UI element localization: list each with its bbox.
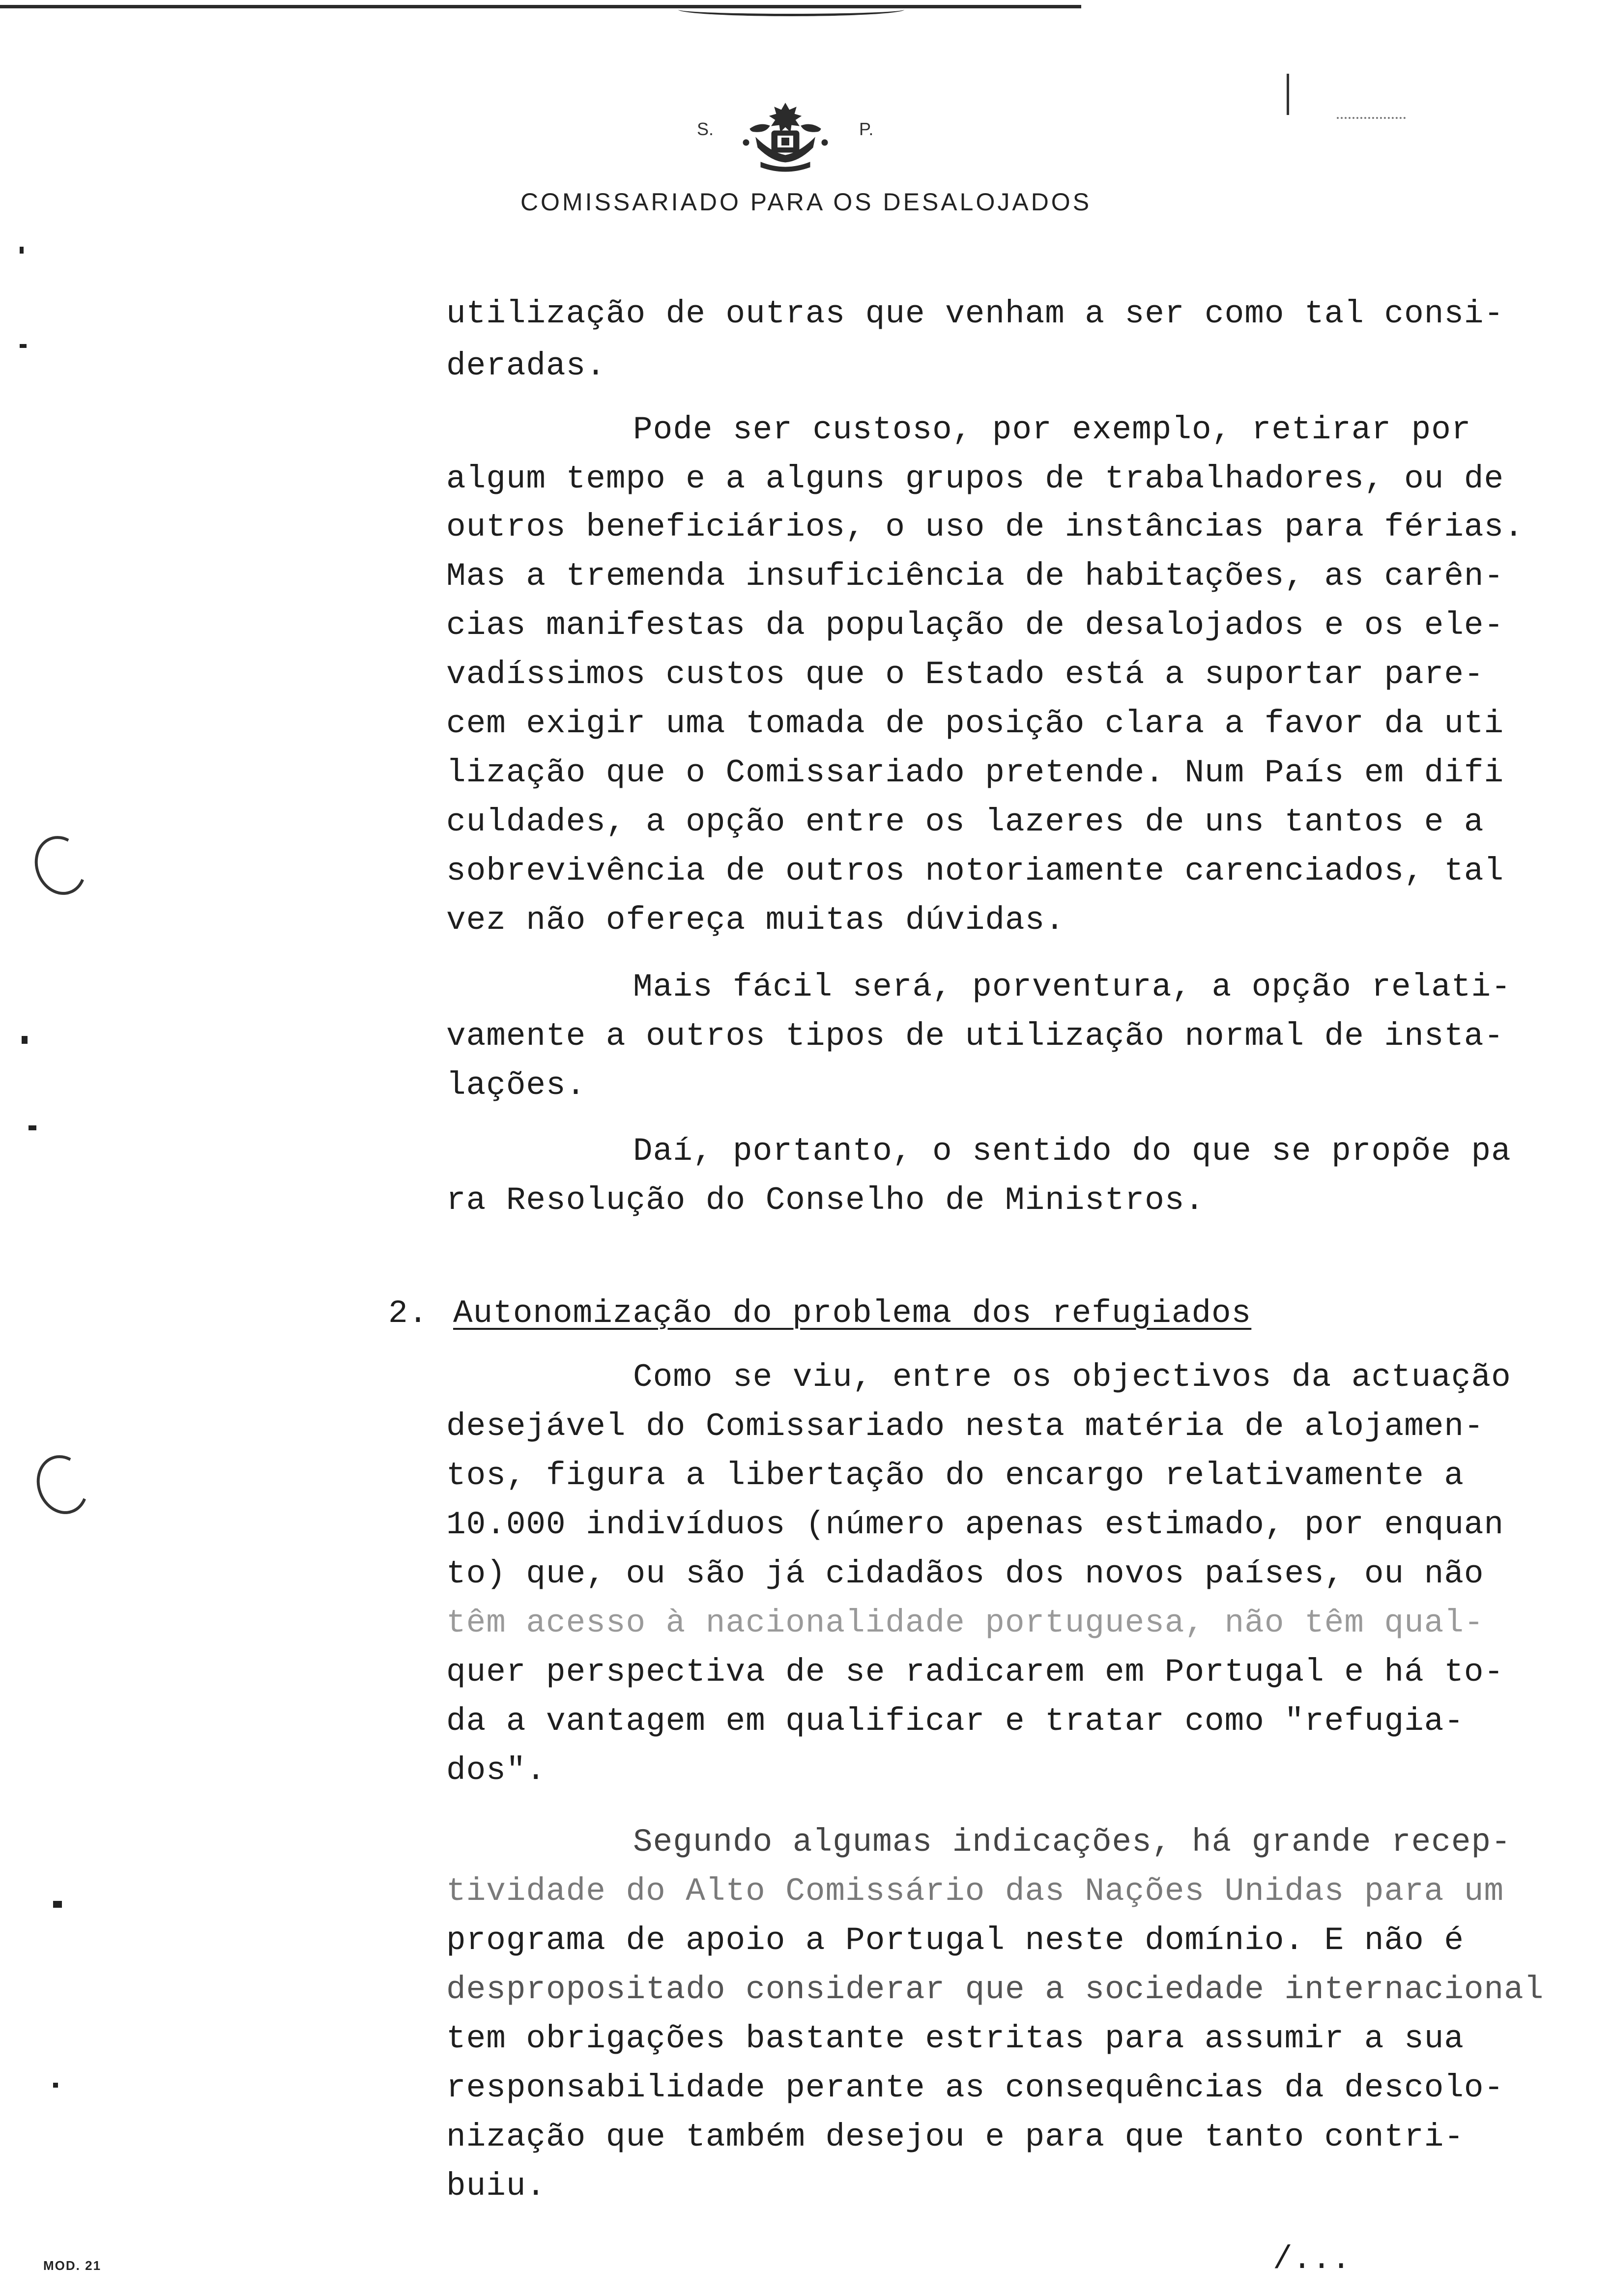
margin-speck <box>29 1125 36 1130</box>
body-line: responsabilidade perante as consequências da descolo- <box>446 2069 1504 2106</box>
margin-speck <box>53 1901 62 1908</box>
body-line: ra Resolução do Conselho de Ministros. <box>446 1182 1205 1219</box>
body-line: vamente a outros tipos de utilização normal de insta- <box>446 1018 1504 1055</box>
top-edge-rule <box>0 5 1081 8</box>
margin-speck <box>53 2083 58 2088</box>
body-line: quer perspectiva de se radicarem em Portugal e há to- <box>446 1654 1504 1691</box>
body-line: lações. <box>446 1067 586 1104</box>
body-line: Daí, portanto, o sentido do que se propõe pa <box>633 1133 1511 1170</box>
form-code: MOD. 21 <box>43 2258 102 2273</box>
body-line: sobrevivência de outros notoriamente carenciados, tal <box>446 853 1504 890</box>
body-line: vez não ofereça muitas dúvidas. <box>446 902 1065 939</box>
margin-hole-punch-arc <box>29 1448 96 1521</box>
margin-speck <box>22 1036 28 1044</box>
continuation-mark: /... <box>1273 2241 1351 2278</box>
margin-speck <box>20 247 24 254</box>
body-line: Mais fácil será, porventura, a opção relati- <box>633 969 1511 1005</box>
body-line: Pode ser custoso, por exemplo, retirar por <box>633 411 1471 448</box>
top-edge-rule-curve <box>678 3 904 16</box>
body-line: Segundo algumas indicações, há grande recep- <box>633 1824 1511 1861</box>
body-line: deradas. <box>446 347 606 384</box>
coat-of-arms-icon <box>726 98 844 177</box>
body-line-faded: têm acesso à nacionalidade portuguesa, não têm qual- <box>446 1605 1484 1641</box>
body-line: nização que também desejou e para que tanto contri- <box>446 2119 1464 2155</box>
body-line: lização que o Comissariado pretende. Num País em difi <box>446 754 1504 791</box>
section-heading: Autonomização do problema dos refugiados <box>453 1295 1252 1332</box>
body-line: cem exigir uma tomada de posição clara a favor da uti <box>446 705 1504 742</box>
body-line: dos". <box>446 1752 547 1789</box>
body-line: tos, figura a libertação do encargo relativamente a <box>446 1457 1464 1494</box>
margin-speck <box>20 344 27 348</box>
body-line: culdades, a opção entre os lazeres de uns tantos e a <box>446 804 1484 840</box>
body-line: outros beneficiários, o uso de instâncias para férias. <box>446 509 1524 545</box>
body-line: Mas a tremenda insuficiência de habitações, as carên- <box>446 558 1504 595</box>
body-line: programa de apoio a Portugal neste domínio. E não é <box>446 1922 1464 1959</box>
body-line: tem obrigações bastante estritas para assumir a sua <box>446 2020 1464 2057</box>
body-line: 10.000 indivíduos (número apenas estimado, por enquan <box>446 1506 1504 1543</box>
body-line: despropositado considerar que a sociedade internacional <box>446 1971 1544 2008</box>
body-line: da a vantagem em qualificar e tratar como "refugia- <box>446 1703 1464 1740</box>
body-line: algum tempo e a alguns grupos de trabalhadores, ou de <box>446 460 1504 497</box>
body-line: cias manifestas da população de desalojados e os ele- <box>446 607 1504 644</box>
header-initial-right: P. <box>859 119 874 139</box>
body-line-faded: tividade do Alto Comissário das Nações Unidas para um <box>446 1873 1504 1910</box>
body-line: desejável do Comissariado nesta matéria de alojamen- <box>446 1408 1484 1445</box>
margin-tick-mark <box>1287 74 1289 115</box>
body-line: utilização de outras que venham a ser como tal consi- <box>446 295 1504 332</box>
margin-hole-punch-arc <box>27 829 94 902</box>
body-line: Como se viu, entre os objectivos da actuação <box>633 1359 1511 1396</box>
body-line: vadíssimos custos que o Estado está a suportar pare- <box>446 656 1484 693</box>
header-initial-left: S. <box>697 119 714 139</box>
letterhead-title: COMISSARIADO PARA OS DESALOJADOS <box>520 188 1092 216</box>
margin-dash-marks <box>1337 117 1406 122</box>
body-line: buiu. <box>446 2168 547 2205</box>
section-number: 2. <box>388 1295 429 1332</box>
body-line: to) que, ou são já cidadãos dos novos países, ou não <box>446 1555 1484 1592</box>
